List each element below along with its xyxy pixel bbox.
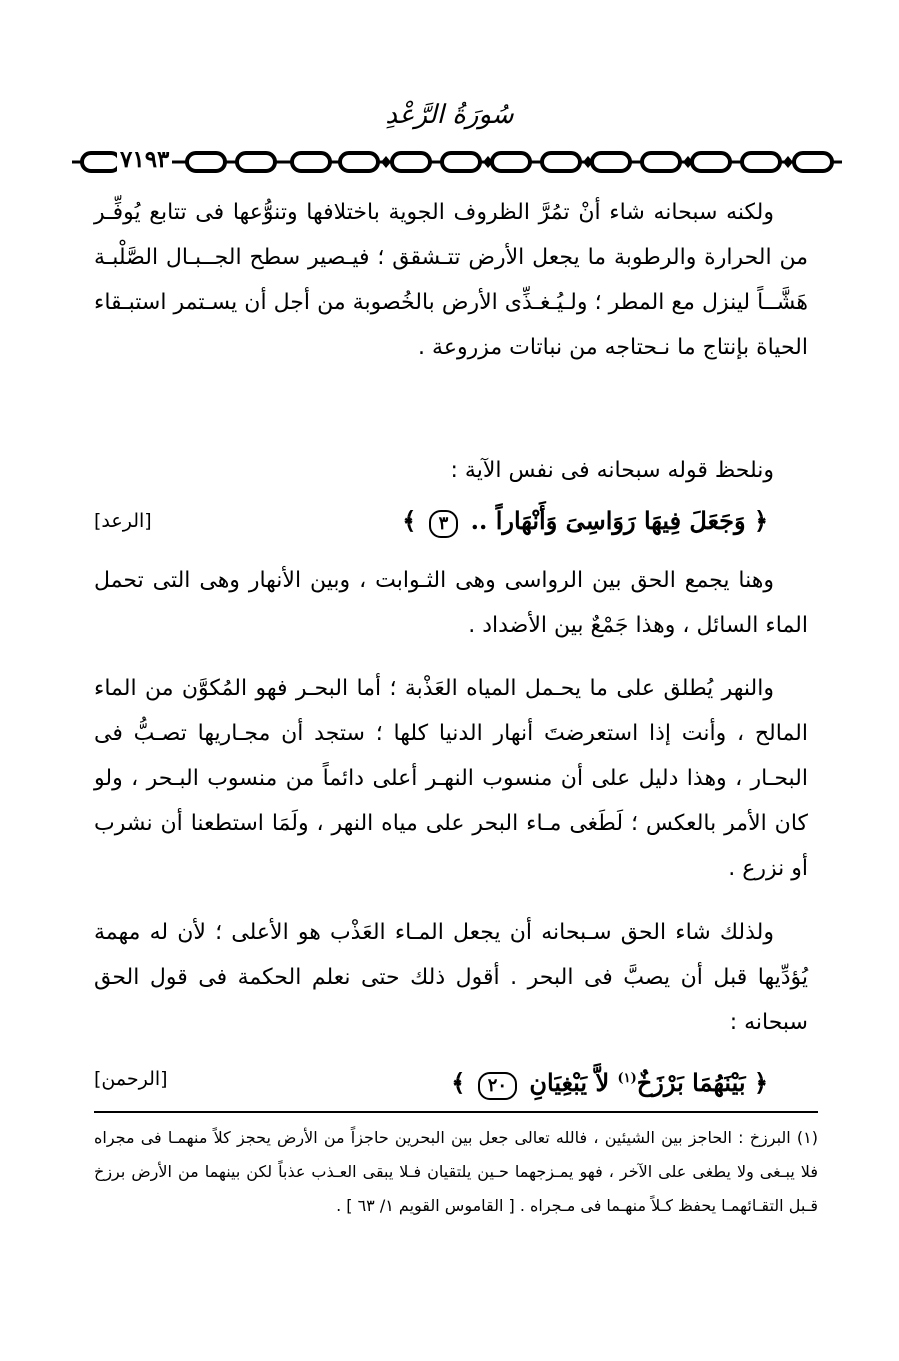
- paragraph-5-text: ولذلك شاء الحق سـبحانه أن يجعل المـاء العَذْب هو الأعلى ؛ لأن له مهمة يُؤدِّيها قبل أن يصبَّ فى البحر . أقول ذلك حتى نعلم الحكمة فى قول الحق سبحانه :: [94, 920, 808, 1035]
- verse-2-number: ٢٠: [478, 1072, 517, 1100]
- page-number: ٧١٩٣: [117, 146, 172, 174]
- paragraph-4: [94, 666, 808, 891]
- quran-verse-2: [94, 1055, 808, 1105]
- verse-1-open-bracket: ﴿: [753, 506, 768, 535]
- footnote: (١) البرزخ : الحاجز بين الشيئين ، فالله تعالى جعل بين البحرين حاجزاً من الأرض يحجز كلاً منهمـا فى مجراه فلا يبـغى ولا يطغى على الآخر ، فهو يمـزجهما حـين يلتقيان فـلا يبقى العـذب عذباً لكن بينهما من الأرض برزخ قـبل التقـائهمـا يحفظ كـلاً منهـما فى مـجراه . [ القاموس القويم ١/ ٦٣ ] .: [94, 1128, 818, 1215]
- verse-1-text: [402, 497, 768, 545]
- verse-1-number: ٣: [429, 510, 459, 538]
- paragraph-3: [94, 558, 808, 648]
- verse-2-body: بَيْنَهُمَا بَرْزَخٌ: [636, 1068, 746, 1097]
- paragraph-2-text: ونلحظ قوله سبحانه فى نفس الآية :: [450, 458, 774, 483]
- footnote-divider: [94, 1111, 818, 1113]
- paragraph-2: [94, 448, 808, 493]
- paragraph-4-text: والنهر يُطلق على ما يحـمل المياه العَذْبة ؛ أما البحـر فهو المُكوَّن من الماء المالح ، وأنت إذا استعرضتَ أنهار الدنيا كلها ؛ ستجد أن مجـاريها تصـبُّ فى البحـار ، وهذا دليل على أن منسوب النهـر أعلى دائماً من منسوب البـحر ، ولو كان الأمر بالعكس ؛ لَطَغى مـاء البحر على مياه النهر ، ولَمَا استطعنا أن نشرب أو نزرع .: [94, 676, 808, 881]
- paragraph-1-text: ولكنه سبحانه شاء أنْ تمُرَّ الظروف الجوية باختلافها وتنوُّعها فى تتابع يُوفِّـر من الحرارة والرطوبة ما يجعل الأرض تتـشقق ؛ فيـصير سطح الجــبـال الصَّلْبـة هَشَّــاً لينزل مع المطر ؛ ولـيُـغـذِّى الأرض بالخُصوبة من أجل أن يسـتمر استبـقاء الحياة بإنتاج ما نـحتاجه من نباتات مزروعة .: [94, 200, 808, 360]
- decorative-border: [72, 142, 842, 182]
- verse-1-close-bracket: ﴾: [402, 506, 417, 535]
- verse-1-body: وَجَعَلَ فِيهَا رَوَاسِىَ وَأَنْهَاراً ..: [470, 506, 746, 535]
- paragraph-5: [94, 910, 808, 1045]
- verse-2-text: [451, 1055, 768, 1107]
- verse-2-close-bracket: ﴾: [451, 1068, 466, 1097]
- surah-title: سُورَةُ الرَّعْدِ: [385, 100, 514, 130]
- verse-1-sura-reference: [الرعد]: [94, 510, 152, 532]
- verse-2-body-continued: لاَّ يَبْغِيَانِ: [529, 1068, 610, 1097]
- quran-verse-1: [94, 497, 808, 547]
- verse-2-open-bracket: ﴿: [753, 1068, 768, 1097]
- paragraph-3-text: وهنا يجمع الحق بين الرواسى وهى الثـوابت ، وبين الأنهار وهى التى تحمل الماء السائل ، وهذا جَمْعٌ بين الأضداد .: [94, 568, 808, 638]
- footnote-marker: (١): [617, 1071, 637, 1086]
- verse-2-sura-reference: [الرحمن]: [94, 1068, 168, 1090]
- paragraph-1: [94, 190, 808, 370]
